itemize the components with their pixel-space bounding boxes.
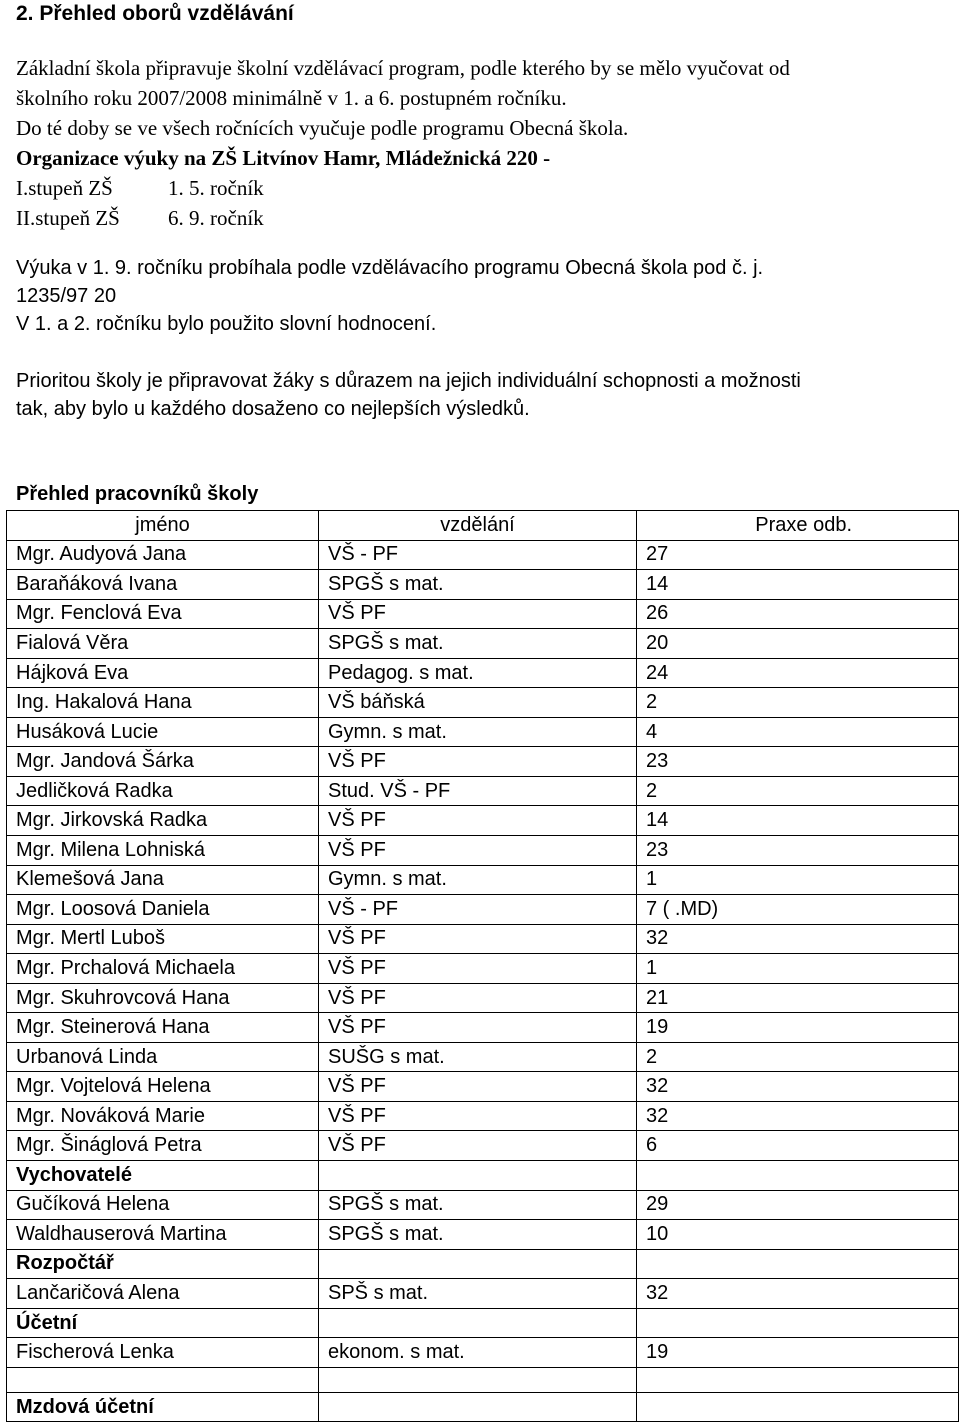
table-row: [7, 1338, 959, 1368]
empty-cell: [637, 1161, 959, 1191]
group-label: Rozpočtář: [7, 1249, 319, 1279]
education-cell: VŠ PF: [319, 1072, 637, 1102]
practice-cell: 26: [637, 599, 959, 629]
education-cell: VŠ PF: [319, 599, 637, 629]
staff-name-cell: Lančaričová Alena: [7, 1279, 319, 1309]
staff-name-cell: Mgr. Audyová Jana: [7, 540, 319, 570]
education-cell: VŠ báňská: [319, 688, 637, 718]
staff-name-cell: Mgr. Jirkovská Radka: [7, 806, 319, 836]
header-name: jméno: [7, 511, 319, 541]
table-row: [7, 1042, 959, 1072]
grade-label: I.stupeň ZŠ: [16, 176, 113, 200]
table-row: [7, 1279, 959, 1309]
education-cell: Stud. VŠ - PF: [319, 776, 637, 806]
practice-cell: 23: [637, 747, 959, 777]
practice-cell: 27: [637, 540, 959, 570]
practice-cell: 14: [637, 806, 959, 836]
practice-cell: 4: [637, 717, 959, 747]
empty-cell: [319, 1392, 637, 1422]
spacer-row: [7, 1367, 959, 1392]
education-cell: VŠ - PF: [319, 540, 637, 570]
staff-name-cell: Klemešová Jana: [7, 865, 319, 895]
empty-cell: [319, 1249, 637, 1279]
empty-cell: [7, 1367, 319, 1392]
table-row: [7, 776, 959, 806]
practice-cell: 14: [637, 570, 959, 600]
section-title: 2. Přehled oborů vzdělávání: [16, 2, 294, 25]
staff-name-cell: Mgr. Skuhrovcová Hana: [7, 983, 319, 1013]
staff-name-cell: Gučíková Helena: [7, 1190, 319, 1220]
group-row: [7, 1308, 959, 1338]
table-row: [7, 747, 959, 777]
grade-row: [16, 203, 790, 233]
staff-name-cell: Mgr. Fenclová Eva: [7, 599, 319, 629]
education-cell: VŠ PF: [319, 1101, 637, 1131]
intro-line: školního roku 2007/2008 minimálně v 1. a 6. postupném ročníku.: [16, 86, 567, 110]
table-row: [7, 688, 959, 718]
table-row: [7, 1101, 959, 1131]
teaching-line: Výuka v 1. 9. ročníku probíhala podle vzdělávacího programu Obecná škola pod č. j.: [16, 257, 764, 279]
practice-cell: 19: [637, 1338, 959, 1368]
table-row: [7, 806, 959, 836]
education-cell: SUŠG s mat.: [319, 1042, 637, 1072]
staff-name-cell: Ing. Hakalová Hana: [7, 688, 319, 718]
education-cell: SPGŠ s mat.: [319, 1190, 637, 1220]
org-title: Organizace výuky na ZŠ Litvínov Hamr, Mládežnická 220 -: [16, 146, 551, 170]
intro-paragraph: [16, 53, 790, 233]
staff-name-cell: Mgr. Prchalová Michaela: [7, 954, 319, 984]
empty-cell: [637, 1249, 959, 1279]
staff-name-cell: Urbanová Linda: [7, 1042, 319, 1072]
practice-cell: 2: [637, 776, 959, 806]
header-practice: Praxe odb.: [637, 511, 959, 541]
grade-range: 6. 9. ročník: [168, 206, 264, 230]
practice-cell: 32: [637, 1101, 959, 1131]
education-cell: Gymn. s mat.: [319, 717, 637, 747]
teaching-line: V 1. a 2. ročníku bylo použito slovní hodnocení.: [16, 313, 437, 335]
table-row: [7, 895, 959, 925]
practice-cell: 29: [637, 1190, 959, 1220]
education-cell: VŠ PF: [319, 836, 637, 866]
education-cell: SPGŠ s mat.: [319, 629, 637, 659]
empty-cell: [637, 1367, 959, 1392]
group-label: Vychovatelé: [7, 1161, 319, 1191]
table-row: [7, 1131, 959, 1161]
staff-name-cell: Mgr. Nováková Marie: [7, 1101, 319, 1131]
staff-name-cell: Mgr. Steinerová Hana: [7, 1013, 319, 1043]
table-row: [7, 983, 959, 1013]
practice-cell: 10: [637, 1220, 959, 1250]
education-cell: SPGŠ s mat.: [319, 570, 637, 600]
table-row: [7, 1072, 959, 1102]
practice-cell: 1: [637, 865, 959, 895]
table-row: [7, 865, 959, 895]
table-row: [7, 717, 959, 747]
practice-cell: 32: [637, 1279, 959, 1309]
staff-table-title: Přehled pracovníků školy: [16, 483, 259, 505]
grade-label: II.stupeň ZŠ: [16, 206, 120, 230]
group-row: [7, 1392, 959, 1422]
staff-name-cell: Husáková Lucie: [7, 717, 319, 747]
table-row: [7, 570, 959, 600]
table-row: [7, 658, 959, 688]
education-cell: VŠ PF: [319, 924, 637, 954]
group-label: Účetní: [7, 1308, 319, 1338]
practice-cell: 7 ( .MD): [637, 895, 959, 925]
priority-line: tak, aby bylo u každého dosaženo co nejlepších výsledků.: [16, 398, 530, 420]
grade-range: 1. 5. ročník: [168, 176, 264, 200]
staff-name-cell: Mgr. Šináglová Petra: [7, 1131, 319, 1161]
staff-name-cell: Jedličková Radka: [7, 776, 319, 806]
table-row: [7, 836, 959, 866]
group-label: Mzdová účetní: [7, 1392, 319, 1422]
practice-cell: 23: [637, 836, 959, 866]
education-cell: VŠ PF: [319, 983, 637, 1013]
table-row: [7, 629, 959, 659]
staff-name-cell: Mgr. Mertl Luboš: [7, 924, 319, 954]
education-cell: Pedagog. s mat.: [319, 658, 637, 688]
education-cell: VŠ PF: [319, 1013, 637, 1043]
practice-cell: 20: [637, 629, 959, 659]
header-education: vzdělání: [319, 511, 637, 541]
table-row: [7, 954, 959, 984]
empty-cell: [319, 1308, 637, 1338]
table-header-row: [7, 511, 959, 541]
staff-name-cell: Fischerová Lenka: [7, 1338, 319, 1368]
teaching-paragraph: [16, 254, 763, 338]
priority-line: Prioritou školy je připravovat žáky s důrazem na jejich individuální schopnosti a možnosti: [16, 370, 801, 392]
staff-name-cell: Mgr. Loosová Daniela: [7, 895, 319, 925]
practice-cell: 2: [637, 1042, 959, 1072]
education-cell: ekonom. s mat.: [319, 1338, 637, 1368]
table-row: [7, 1013, 959, 1043]
empty-cell: [637, 1308, 959, 1338]
intro-line: Základní škola připravuje školní vzdělávací program, podle kterého by se mělo vyučovat od: [16, 56, 790, 80]
table-row: [7, 924, 959, 954]
table-row: [7, 1190, 959, 1220]
staff-name-cell: Fialová Věra: [7, 629, 319, 659]
education-cell: VŠ PF: [319, 806, 637, 836]
practice-cell: 32: [637, 924, 959, 954]
practice-cell: 24: [637, 658, 959, 688]
staff-table: [6, 510, 959, 1422]
staff-name-cell: Baraňáková Ivana: [7, 570, 319, 600]
practice-cell: 19: [637, 1013, 959, 1043]
education-cell: SPŠ s mat.: [319, 1279, 637, 1309]
staff-name-cell: Mgr. Jandová Šárka: [7, 747, 319, 777]
staff-name-cell: Waldhauserová Martina: [7, 1220, 319, 1250]
practice-cell: 6: [637, 1131, 959, 1161]
staff-name-cell: Hájková Eva: [7, 658, 319, 688]
table-row: [7, 1220, 959, 1250]
practice-cell: 32: [637, 1072, 959, 1102]
education-cell: VŠ - PF: [319, 895, 637, 925]
teaching-line: 1235/97 20: [16, 285, 117, 307]
table-row: [7, 540, 959, 570]
empty-cell: [319, 1367, 637, 1392]
practice-cell: 21: [637, 983, 959, 1013]
group-row: [7, 1249, 959, 1279]
table-row: [7, 599, 959, 629]
education-cell: Gymn. s mat.: [319, 865, 637, 895]
education-cell: VŠ PF: [319, 954, 637, 984]
empty-cell: [319, 1161, 637, 1191]
education-cell: VŠ PF: [319, 747, 637, 777]
practice-cell: 1: [637, 954, 959, 984]
staff-name-cell: Mgr. Vojtelová Helena: [7, 1072, 319, 1102]
group-row: [7, 1161, 959, 1191]
priority-paragraph: [16, 367, 801, 423]
intro-line: Do té doby se ve všech ročnících vyučuje podle programu Obecná škola.: [16, 116, 629, 140]
education-cell: VŠ PF: [319, 1131, 637, 1161]
grade-row: [16, 173, 790, 203]
education-cell: SPGŠ s mat.: [319, 1220, 637, 1250]
staff-name-cell: Mgr. Milena Lohniská: [7, 836, 319, 866]
empty-cell: [637, 1392, 959, 1422]
practice-cell: 2: [637, 688, 959, 718]
